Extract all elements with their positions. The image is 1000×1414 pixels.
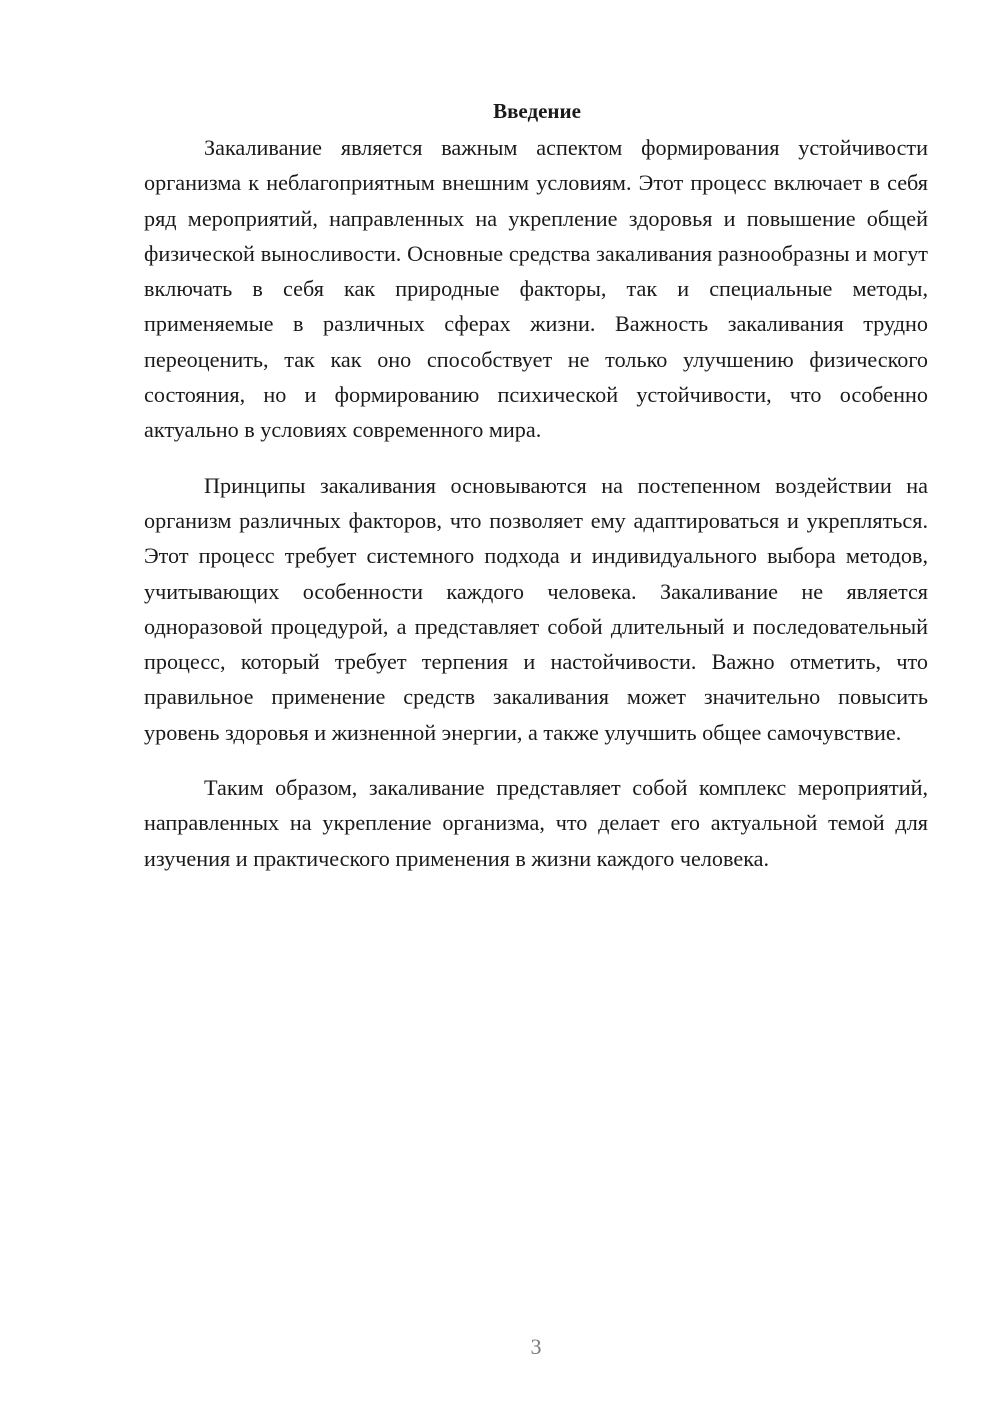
paragraph-2: Принципы закаливания основываются на постепенном воздействии на организм различных факторов, что позволяет ему адаптироваться и укрепляться. Этот процесс требует системного подхода и индивидуального выбора методов, учитывающих особенности каждого человека. Закаливание не является одноразовой процедурой, а представляет собой длительный и последовательный процесс, который требует терпения и настойчивости. Важно отметить, что правильное применение средств закаливания может значительно повысить уровень здоровья и жизненной энергии, а также улучшить общее самочувствие. bbox=[144, 472, 928, 745]
section-heading: Введение bbox=[493, 99, 581, 123]
page-number: 3 bbox=[530, 1334, 542, 1359]
paragraph-3: Таким образом, закаливание представляет собой комплекс мероприятий, направленных на укрепление организма, что делает его актуальной темой для изучения и практического применения в жизни каждого человека. bbox=[144, 775, 928, 871]
paragraph-1: Закаливание является важным аспектом формирования устойчивости организма к неблагоприятным внешним условиям. Этот процесс включает в себя ряд мероприятий, направленных на укрепление здоровья и повышение общей физической выносливости. Основные средства закаливания разнообразны и могут включать в себя как природные факторы, так и специальные методы, применяемые в различных сферах жизни. Важность закаливания трудно переоценить, так как оно способствует не только улучшению физического состояния, но и формированию психической устойчивости, что особенно актуально в условиях современного мира. bbox=[144, 135, 928, 443]
document-body bbox=[144, 94, 928, 896]
